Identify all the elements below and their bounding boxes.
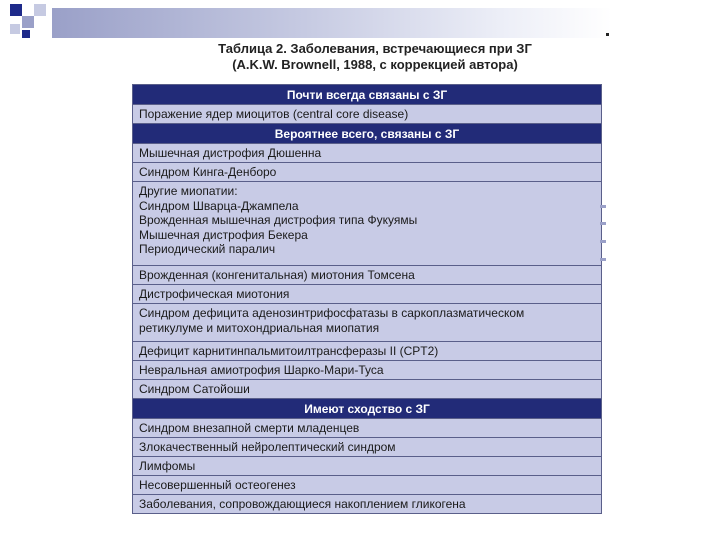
slide-title	[140, 41, 610, 73]
table-row: Врожденная (конгенитальная) миотония Томсена	[133, 266, 601, 285]
decor-tick	[600, 258, 606, 261]
title-line-2: (A.K.W. Brownell, 1988, с коррекцией автора)	[232, 57, 518, 72]
gradient-top-bar	[52, 8, 612, 38]
decor-square	[22, 30, 30, 38]
table-row: Дистрофическая миотония	[133, 285, 601, 304]
table-row: Синдром дефицита аденозинтрифосфатазы в саркоплазматическом ретикулуме и митохондриальная миопатия	[133, 304, 601, 342]
decor-square	[34, 4, 46, 16]
table-row: Заболевания, сопровождающиеся накоплением гликогена	[133, 495, 601, 514]
title-line-1: Таблица 2. Заболевания, встречающиеся при ЗГ	[218, 41, 532, 56]
table-row: Другие миопатии: Синдром Шварца-Джампела Врожденная мышечная дистрофия типа Фукуямы Мышечная дистрофия Бекера Периодический паралич	[133, 182, 601, 266]
table-row: Мышечная дистрофия Дюшенна	[133, 144, 601, 163]
section-header: Почти всегда связаны с ЗГ	[133, 85, 601, 105]
decor-tick	[600, 205, 606, 208]
section-header: Вероятнее всего, связаны с ЗГ	[133, 124, 601, 144]
section-header: Имеют сходство с ЗГ	[133, 399, 601, 419]
diseases-table	[132, 84, 602, 514]
table-row: Дефицит карнитинпальмитоилтрансферазы II (CPT2)	[133, 342, 601, 361]
table-row: Синдром Кинга-Денборо	[133, 163, 601, 182]
table-row: Лимфомы	[133, 457, 601, 476]
slide-decoration	[0, 0, 720, 40]
decor-square	[10, 4, 22, 16]
table-row: Синдром Сатойоши	[133, 380, 601, 399]
table-row: Несовершенный остеогенез	[133, 476, 601, 495]
decor-square	[22, 16, 34, 28]
decor-tick	[600, 222, 606, 225]
table-row: Невральная амиотрофия Шарко-Мари-Туса	[133, 361, 601, 380]
decor-dot	[606, 33, 609, 36]
decor-square	[10, 24, 20, 34]
table-row: Поражение ядер миоцитов (central core disease)	[133, 105, 601, 124]
table-row: Синдром внезапной смерти младенцев	[133, 419, 601, 438]
decor-tick	[600, 240, 606, 243]
table-row: Злокачественный нейролептический синдром	[133, 438, 601, 457]
